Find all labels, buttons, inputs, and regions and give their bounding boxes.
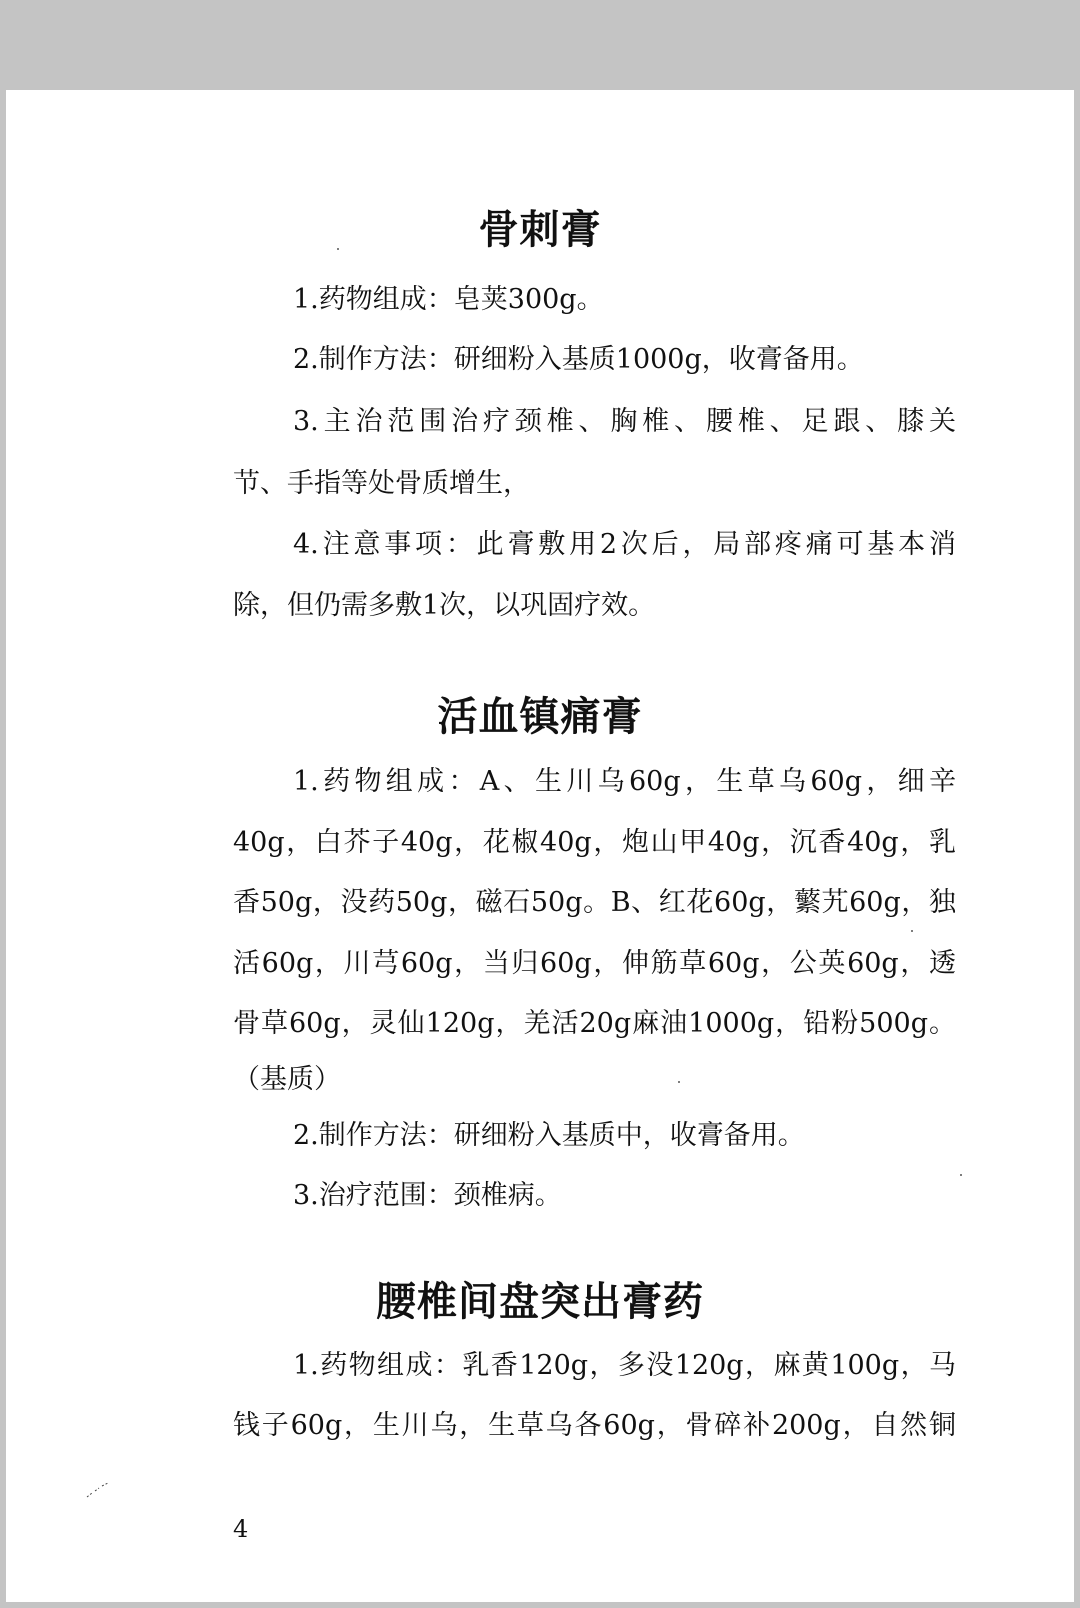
paragraph-line: 4.注意事项：此膏敷用2次后，局部疼痛可基本消 bbox=[293, 529, 956, 560]
paragraph-line: 3.治疗范围：颈椎病。 bbox=[293, 1180, 562, 1211]
paragraph-line: 钱子60g，生川乌，生草乌各60g，骨碎补200g，自然铜 bbox=[233, 1410, 956, 1441]
page-number: 4 bbox=[233, 1515, 249, 1543]
paragraph-line: 骨草60g，灵仙120g，羌活20g麻油1000g，铅粉500g。 bbox=[233, 1008, 956, 1039]
paragraph-line: 1.药物组成：皂荚300g。 bbox=[293, 284, 604, 315]
scan-speck bbox=[337, 248, 339, 250]
paragraph-line: 活60g，川芎60g，当归60g，伸筋草60g，公英60g，透 bbox=[233, 948, 956, 979]
scan-scratch-mark bbox=[86, 1482, 112, 1498]
paragraph-line: 2.制作方法：研细粉入基质中，收膏备用。 bbox=[293, 1120, 805, 1151]
paragraph-line: 2.制作方法：研细粉入基质1000g，收膏备用。 bbox=[293, 344, 864, 375]
section-title-gucigao: 骨刺膏 bbox=[478, 206, 602, 253]
paragraph-line: 节、手指等处骨质增生， bbox=[233, 468, 530, 499]
scan-speck bbox=[960, 1174, 962, 1176]
document-page bbox=[6, 90, 1074, 1602]
paragraph-line: 3.主治范围治疗颈椎、胸椎、腰椎、足跟、膝关 bbox=[293, 406, 956, 437]
scan-speck bbox=[911, 930, 913, 932]
section-title-yaozhui-jianpan-tuchu: 腰椎间盘突出膏药 bbox=[376, 1278, 704, 1325]
paragraph-line: 40g，白芥子40g，花椒40g，炮山甲40g，沉香40g，乳 bbox=[233, 827, 956, 858]
paragraph-line: 香50g，没药50g，磁石50g。B、红花60g，蘩艽60g，独 bbox=[233, 887, 956, 918]
scan-speck bbox=[678, 1081, 680, 1083]
paragraph-line: 1.药物组成：A、生川乌60g，生草乌60g，细辛 bbox=[293, 766, 956, 797]
paragraph-line: 1.药物组成：乳香120g，多没120g，麻黄100g，马 bbox=[293, 1350, 956, 1381]
paragraph-line: 除，但仍需多敷1次，以巩固疗效。 bbox=[233, 590, 656, 621]
section-title-huoxue-zhentong-gao: 活血镇痛膏 bbox=[437, 693, 643, 740]
paragraph-line: （基质） bbox=[233, 1064, 341, 1095]
